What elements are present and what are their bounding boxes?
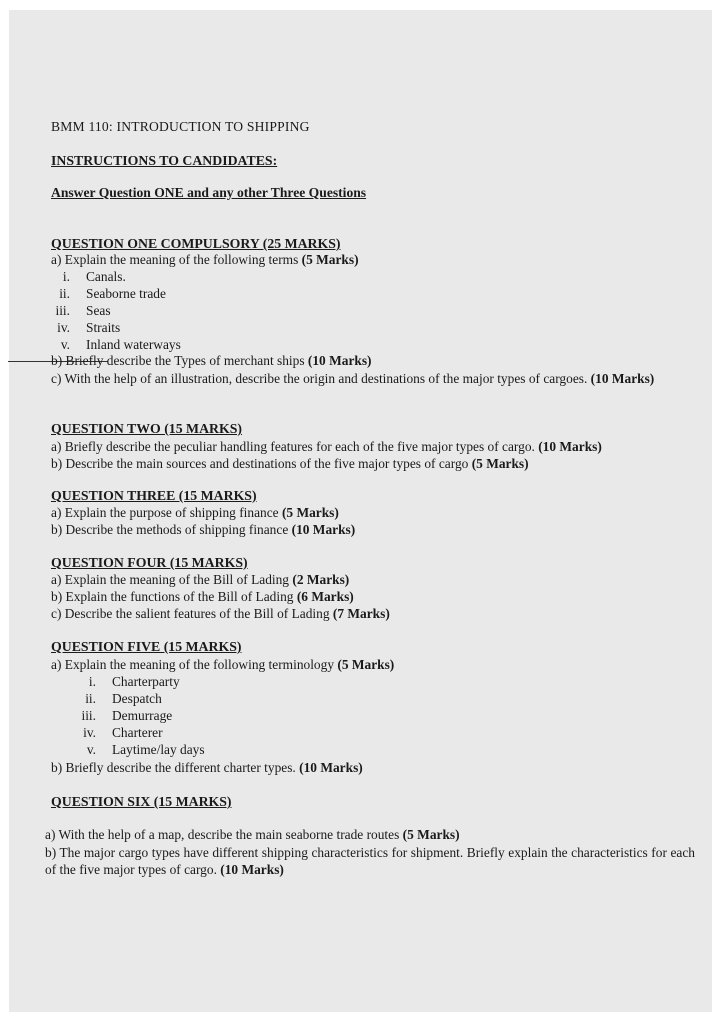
q1-a-item: iv. Straits [57,320,121,335]
instructions-text: Answer Question ONE and any other Three Questions [51,185,367,200]
question-five-heading: QUESTION FIVE (15 MARKS) [51,639,242,654]
q1-a-item: v. Inland waterways [60,337,181,352]
q5-part-a: a) Explain the meaning of the following terminology (5 Marks) [51,657,395,672]
q1-part-a [51,252,359,269]
question-three-heading: QUESTION THREE (15 MARKS) [51,488,257,503]
q5-a-item: v. Laytime/lay days [86,742,205,757]
q5-a-item: iii. Demurrage [81,708,173,723]
q3-part-a: a) Explain the purpose of shipping finance (5 Marks) [51,505,339,520]
instructions-heading: INSTRUCTIONS TO CANDIDATES: [51,153,278,168]
q5-part-b: b) Briefly describe the different charter types. (10 Marks) [51,760,363,775]
q4-part-b: b) Explain the functions of the Bill of Lading (6 Marks) [51,589,354,604]
q4-part-c: c) Describe the salient features of the Bill of Lading (7 Marks) [51,606,390,621]
q6-part-a: a) With the help of a map, describe the main seaborne trade routes (5 Marks) [45,827,460,842]
q1-part-c: c) With the help of an illustration, describe the origin and destinations of the major types of cargoes. (10 Marks) [51,371,655,386]
q1-part-b: b) Briefly describe the Types of merchant ships (10 Marks) [51,353,372,368]
q6-part-b: b) The major cargo types have different shipping characteristics for shipment. Briefly explain the characteristics for each of the five major types of cargo. (10 Marks) [45,845,696,877]
question-six-heading: QUESTION SIX (15 MARKS) [51,794,232,809]
q5-a-item: i. Charterparty [88,674,180,689]
question-one-heading: QUESTION ONE COMPULSORY (25 MARKS) [51,236,341,251]
course-title: BMM 110: INTRODUCTION TO SHIPPING [51,119,310,134]
part-marks: (5 Marks) [301,252,359,267]
question-four-heading: QUESTION FOUR (15 MARKS) [51,555,248,570]
q2-part-b: b) Describe the main sources and destinations of the five major types of cargo (5 Marks) [51,456,529,471]
q1-a-item: i. Canals. [62,269,126,284]
part-text: Explain the meaning of the following terms [64,252,302,267]
q5-a-item: ii. Despatch [85,691,162,706]
q3-part-b: b) Describe the methods of shipping finance (10 Marks) [51,522,356,537]
q4-part-a: a) Explain the meaning of the Bill of Lading (2 Marks) [51,572,350,587]
question-two-heading: QUESTION TWO (15 MARKS) [51,421,243,436]
q1-a-item: iii. Seas [55,303,111,318]
q2-part-a: a) Briefly describe the peculiar handling features for each of the five major types of cargo. (10 Marks) [51,439,602,454]
part-label: a) [51,252,62,267]
q1-a-item: ii. Seaborne trade [59,286,166,301]
q5-a-item: iv. Charterer [83,725,163,740]
